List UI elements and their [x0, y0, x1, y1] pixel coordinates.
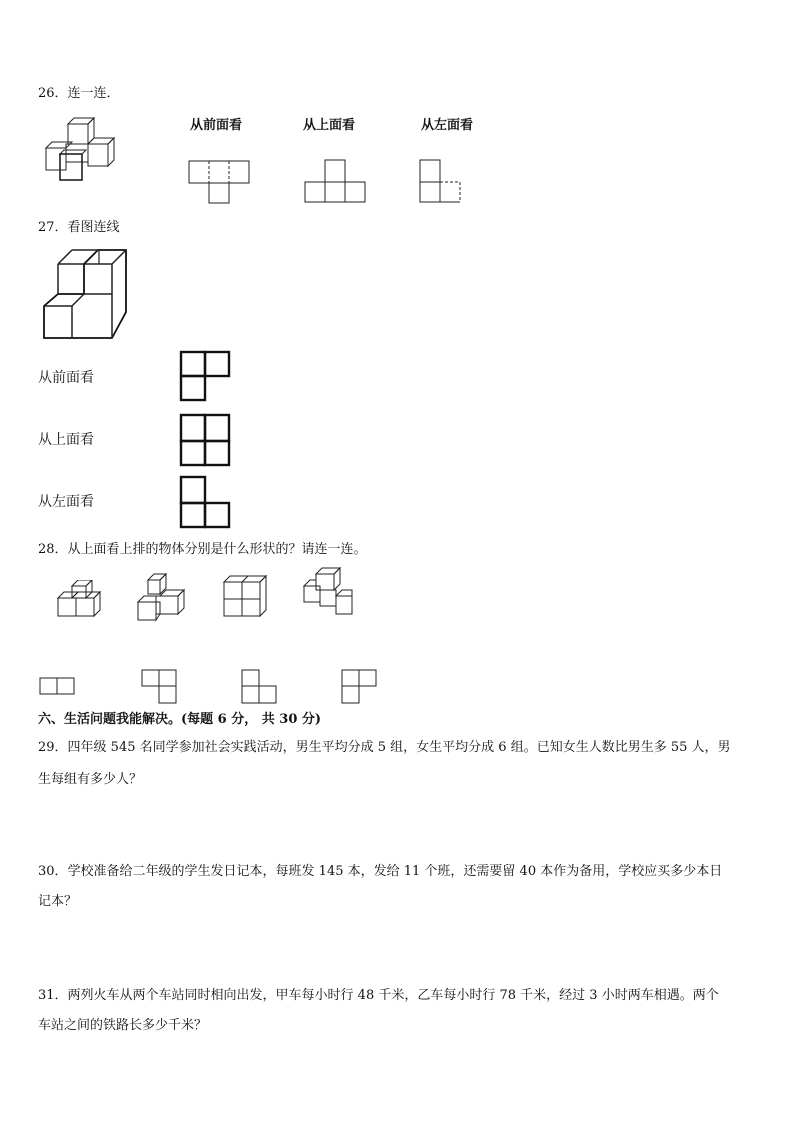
q27-label-front: 从前面看	[38, 370, 94, 386]
q28-top-view-4	[340, 668, 380, 708]
q31-line-1: 31．两列火车从两个车站同时相向出发，甲车每小时行 48 千米，乙车每小时行 78 千米，经过 3 小时两车相遇。两个	[38, 988, 719, 1003]
q28-prompt: 28．从上面看上排的物体分别是什么形状的？请连一连。	[38, 542, 367, 557]
q27-view-shape-2	[178, 412, 232, 468]
q28-top-view-3	[240, 668, 280, 708]
q30-line-1: 30．学校准备给二年级的学生发日记本，每班发 145 本，发给 11 个班，还需要留 40 本作为备用，学校应买多少本日	[38, 864, 723, 879]
q28-object-3	[220, 574, 270, 620]
q26-view-shape-3	[418, 158, 466, 206]
q26-solid-figure	[40, 116, 124, 184]
q28-top-view-2	[140, 668, 180, 708]
q26-label-front: 从前面看	[190, 118, 243, 133]
q30-line-2: 记本？	[38, 894, 78, 909]
q28-top-view-1	[38, 676, 78, 698]
q28-object-4	[300, 566, 356, 620]
q26-label-top: 从上面看	[303, 118, 356, 133]
q27-label-top: 从上面看	[38, 432, 94, 448]
q27-solid-figure	[38, 244, 130, 342]
q27-prompt: 27．看图连线	[38, 220, 120, 235]
q27-view-shape-3	[178, 474, 232, 530]
q29-line-1: 29．四年级 545 名同学参加社会实践活动，男生平均分成 5 组，女生平均分成 6 组。已知女生人数比男生多 55 人，男	[38, 740, 731, 755]
q28-object-1	[54, 580, 106, 622]
q26-view-shape-2	[303, 158, 369, 206]
q28-object-2	[136, 572, 190, 624]
q31-line-2: 车站之间的铁路长多少千米？	[38, 1018, 208, 1033]
q27-view-shape-1	[178, 349, 232, 405]
q26-label-left: 从左面看	[421, 118, 474, 133]
q26-prompt: 26．连一连．	[38, 86, 120, 101]
section-6-heading: 六、生活问题我能解决。(每题 6 分， 共 30 分)	[38, 712, 322, 727]
q27-label-left: 从左面看	[38, 494, 94, 510]
q26-view-shape-1	[188, 160, 252, 206]
q29-line-2: 生每组有多少人？	[38, 772, 143, 787]
